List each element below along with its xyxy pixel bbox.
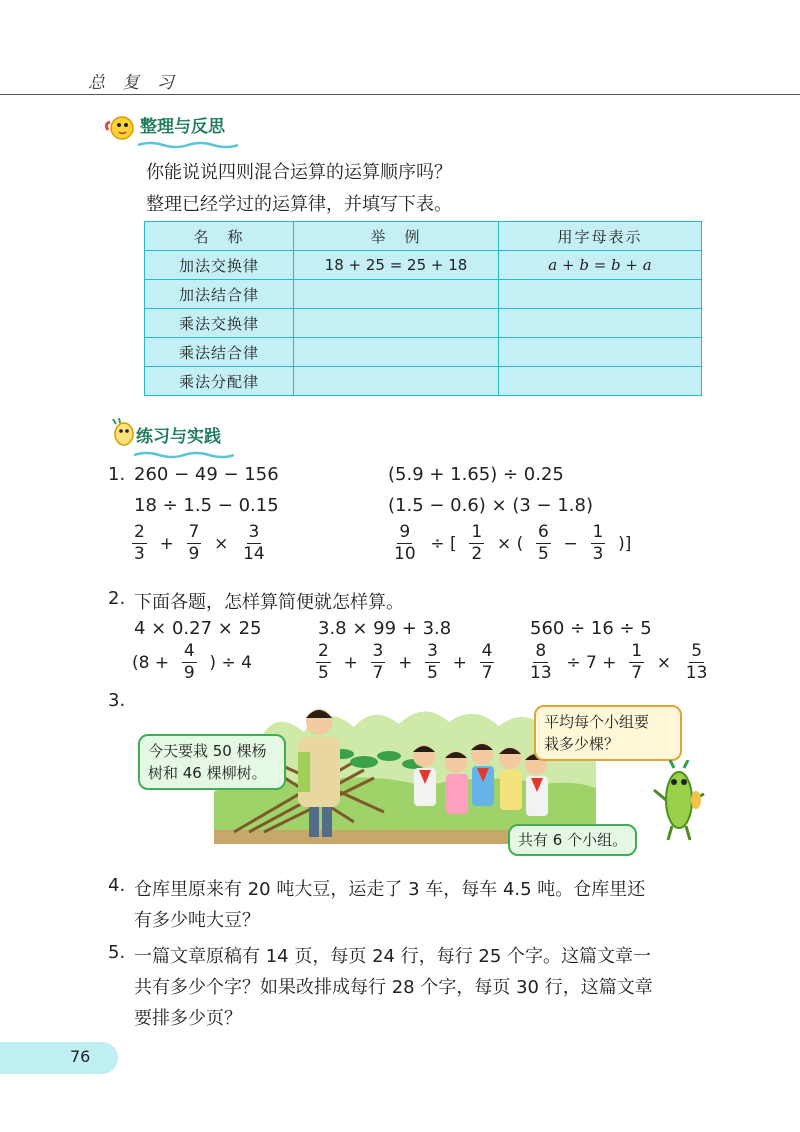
denominator: 7 bbox=[631, 663, 643, 683]
denominator: 5 bbox=[318, 663, 329, 683]
q1-expr-c: 18 ÷ 1.5 − 0.15 bbox=[134, 495, 279, 516]
q1-expr-f bbox=[390, 524, 636, 563]
numerator: 2 bbox=[134, 522, 145, 542]
q2-expr-d bbox=[132, 643, 257, 682]
operator: ÷ [ bbox=[430, 533, 457, 554]
operator: + bbox=[398, 652, 413, 673]
fraction bbox=[480, 643, 495, 682]
operator: ) ÷ 4 bbox=[209, 652, 252, 673]
operator: × bbox=[656, 652, 672, 673]
teacher-speech-line1: 今天要栽 50 棵杨 bbox=[148, 742, 267, 760]
fraction bbox=[469, 524, 484, 563]
row-letters[interactable] bbox=[499, 309, 702, 338]
row-letters[interactable] bbox=[499, 280, 702, 309]
operator: + bbox=[159, 533, 174, 554]
row-name: 加法交换律 bbox=[145, 251, 294, 280]
denominator: 5 bbox=[427, 663, 438, 683]
table-header-row bbox=[145, 222, 702, 251]
question-speech-line1: 平均每个小组要 bbox=[544, 713, 650, 731]
q1-expr-e bbox=[130, 524, 269, 563]
row-example[interactable] bbox=[294, 338, 499, 367]
row-example[interactable]: 18 + 25 = 25 + 18 bbox=[294, 251, 499, 280]
fraction bbox=[684, 643, 710, 682]
operator: + bbox=[452, 652, 467, 673]
row-example[interactable] bbox=[294, 367, 499, 396]
chapter-title: 总 复 习 bbox=[88, 73, 180, 93]
fraction bbox=[316, 643, 331, 682]
operator: − bbox=[563, 533, 578, 554]
section-title-reflect: 整理与反思 bbox=[140, 117, 225, 137]
q5-label: 5. bbox=[108, 942, 126, 963]
page-number: 76 bbox=[70, 1047, 91, 1066]
operation-laws-table bbox=[144, 221, 702, 396]
fraction bbox=[629, 643, 644, 682]
row-letters[interactable] bbox=[499, 338, 702, 367]
fraction bbox=[371, 643, 386, 682]
q2-expr-f bbox=[526, 643, 711, 682]
denominator: 7 bbox=[481, 663, 493, 683]
q2-label: 2. bbox=[108, 588, 126, 609]
operator: + bbox=[343, 652, 358, 673]
numerator: 1 bbox=[592, 522, 604, 542]
reflect-question: 你能说说四则混合运算的运算顺序吗？ bbox=[146, 162, 452, 183]
numerator: 6 bbox=[537, 522, 549, 542]
numerator: 1 bbox=[631, 641, 643, 661]
denominator: 13 bbox=[685, 663, 708, 683]
q4-line1: 仓库里原来有 20 吨大豆，运走了 3 车，每车 4.5 吨。仓库里还 bbox=[134, 879, 646, 900]
numerator: 5 bbox=[691, 641, 703, 661]
fraction bbox=[536, 524, 551, 563]
q4-line2: 有多少吨大豆？ bbox=[134, 910, 260, 931]
table-row bbox=[145, 280, 702, 309]
numerator: 4 bbox=[183, 641, 195, 661]
denominator: 3 bbox=[592, 544, 604, 564]
row-letters[interactable]: a + b = b + a bbox=[499, 251, 702, 280]
mascot-character-icon bbox=[650, 760, 708, 846]
q2-instruction: 下面各题，怎样算简便就怎样算。 bbox=[134, 592, 404, 613]
denominator: 3 bbox=[134, 544, 145, 564]
denominator: 10 bbox=[394, 544, 416, 564]
fraction bbox=[425, 643, 440, 682]
denominator: 9 bbox=[183, 663, 195, 683]
q2-expr-e bbox=[314, 643, 496, 682]
q4-label: 4. bbox=[108, 875, 126, 896]
row-name: 乘法分配律 bbox=[145, 367, 294, 396]
numerator: 8 bbox=[535, 641, 547, 661]
row-example[interactable] bbox=[294, 309, 499, 338]
q5-line3: 要排多少页？ bbox=[134, 1008, 242, 1029]
teacher-speech-line2: 树和 46 棵柳树。 bbox=[148, 764, 267, 782]
table-row bbox=[145, 338, 702, 367]
denominator: 5 bbox=[537, 544, 549, 564]
section-title-practice: 练习与实践 bbox=[136, 427, 221, 447]
title-underline-wave bbox=[138, 134, 238, 153]
numerator: 3 bbox=[372, 641, 384, 661]
table-row bbox=[145, 309, 702, 338]
fraction bbox=[241, 524, 267, 563]
q2-expr-c: 560 ÷ 16 ÷ 5 bbox=[530, 618, 652, 639]
fraction bbox=[528, 643, 554, 682]
q1-label: 1. bbox=[108, 464, 126, 485]
fraction bbox=[182, 643, 197, 682]
operator: )] bbox=[618, 533, 632, 554]
operator: × ( bbox=[496, 533, 524, 554]
groups-speech-bubble: 共有 6 个小组。 bbox=[508, 824, 637, 856]
question-speech-bubble bbox=[534, 705, 682, 761]
row-example[interactable] bbox=[294, 280, 499, 309]
q1-expr-a: 260 − 49 − 156 bbox=[134, 464, 279, 485]
fraction bbox=[591, 524, 606, 563]
reflect-instruction: 整理已经学过的运算律，并填写下表。 bbox=[146, 194, 452, 215]
row-name: 乘法交换律 bbox=[145, 309, 294, 338]
row-name: 乘法结合律 bbox=[145, 338, 294, 367]
page-number-bar bbox=[0, 1042, 118, 1074]
numerator: 7 bbox=[188, 522, 200, 542]
q1-expr-b: (5.9 + 1.65) ÷ 0.25 bbox=[388, 464, 564, 485]
q2-expr-a: 4 × 0.27 × 25 bbox=[134, 618, 262, 639]
header-divider bbox=[0, 94, 800, 95]
fraction bbox=[392, 524, 418, 563]
row-letters[interactable] bbox=[499, 367, 702, 396]
numerator: 1 bbox=[471, 522, 483, 542]
q3-label: 3. bbox=[108, 690, 126, 711]
denominator: 7 bbox=[372, 663, 384, 683]
denominator: 13 bbox=[530, 663, 552, 683]
header-name: 名 称 bbox=[145, 222, 294, 251]
fraction bbox=[132, 524, 147, 563]
row-name: 加法结合律 bbox=[145, 280, 294, 309]
q2-expr-b: 3.8 × 99 + 3.8 bbox=[318, 618, 452, 639]
numerator: 2 bbox=[318, 641, 329, 661]
fraction bbox=[187, 524, 202, 563]
numerator: 3 bbox=[248, 522, 260, 542]
q1-expr-d: (1.5 − 0.6) × (3 − 1.8) bbox=[388, 495, 593, 516]
operator: ÷ 7 + bbox=[566, 652, 617, 673]
denominator: 2 bbox=[471, 544, 483, 564]
table-row bbox=[145, 367, 702, 396]
header-letters: 用字母表示 bbox=[499, 222, 702, 251]
section-mascot-icon bbox=[102, 112, 140, 146]
header-example: 举 例 bbox=[294, 222, 499, 251]
numerator: 3 bbox=[427, 641, 438, 661]
q5-line1: 一篇文章原稿有 14 页，每页 24 行，每行 25 个字。这篇文章一 bbox=[134, 946, 652, 967]
denominator: 9 bbox=[188, 544, 200, 564]
title-underline-wave bbox=[134, 444, 234, 463]
table-row bbox=[145, 251, 702, 280]
denominator: 14 bbox=[243, 544, 265, 564]
q5-line2: 共有多少个字？如果改排成每行 28 个字，每页 30 行，这篇文章 bbox=[134, 977, 653, 998]
numerator: 4 bbox=[481, 641, 493, 661]
teacher-speech-bubble bbox=[138, 734, 286, 790]
numerator: 9 bbox=[399, 522, 411, 542]
operator: (8 + bbox=[132, 652, 170, 673]
question-speech-line2: 栽多少棵？ bbox=[544, 735, 620, 753]
operator: × bbox=[214, 533, 229, 554]
